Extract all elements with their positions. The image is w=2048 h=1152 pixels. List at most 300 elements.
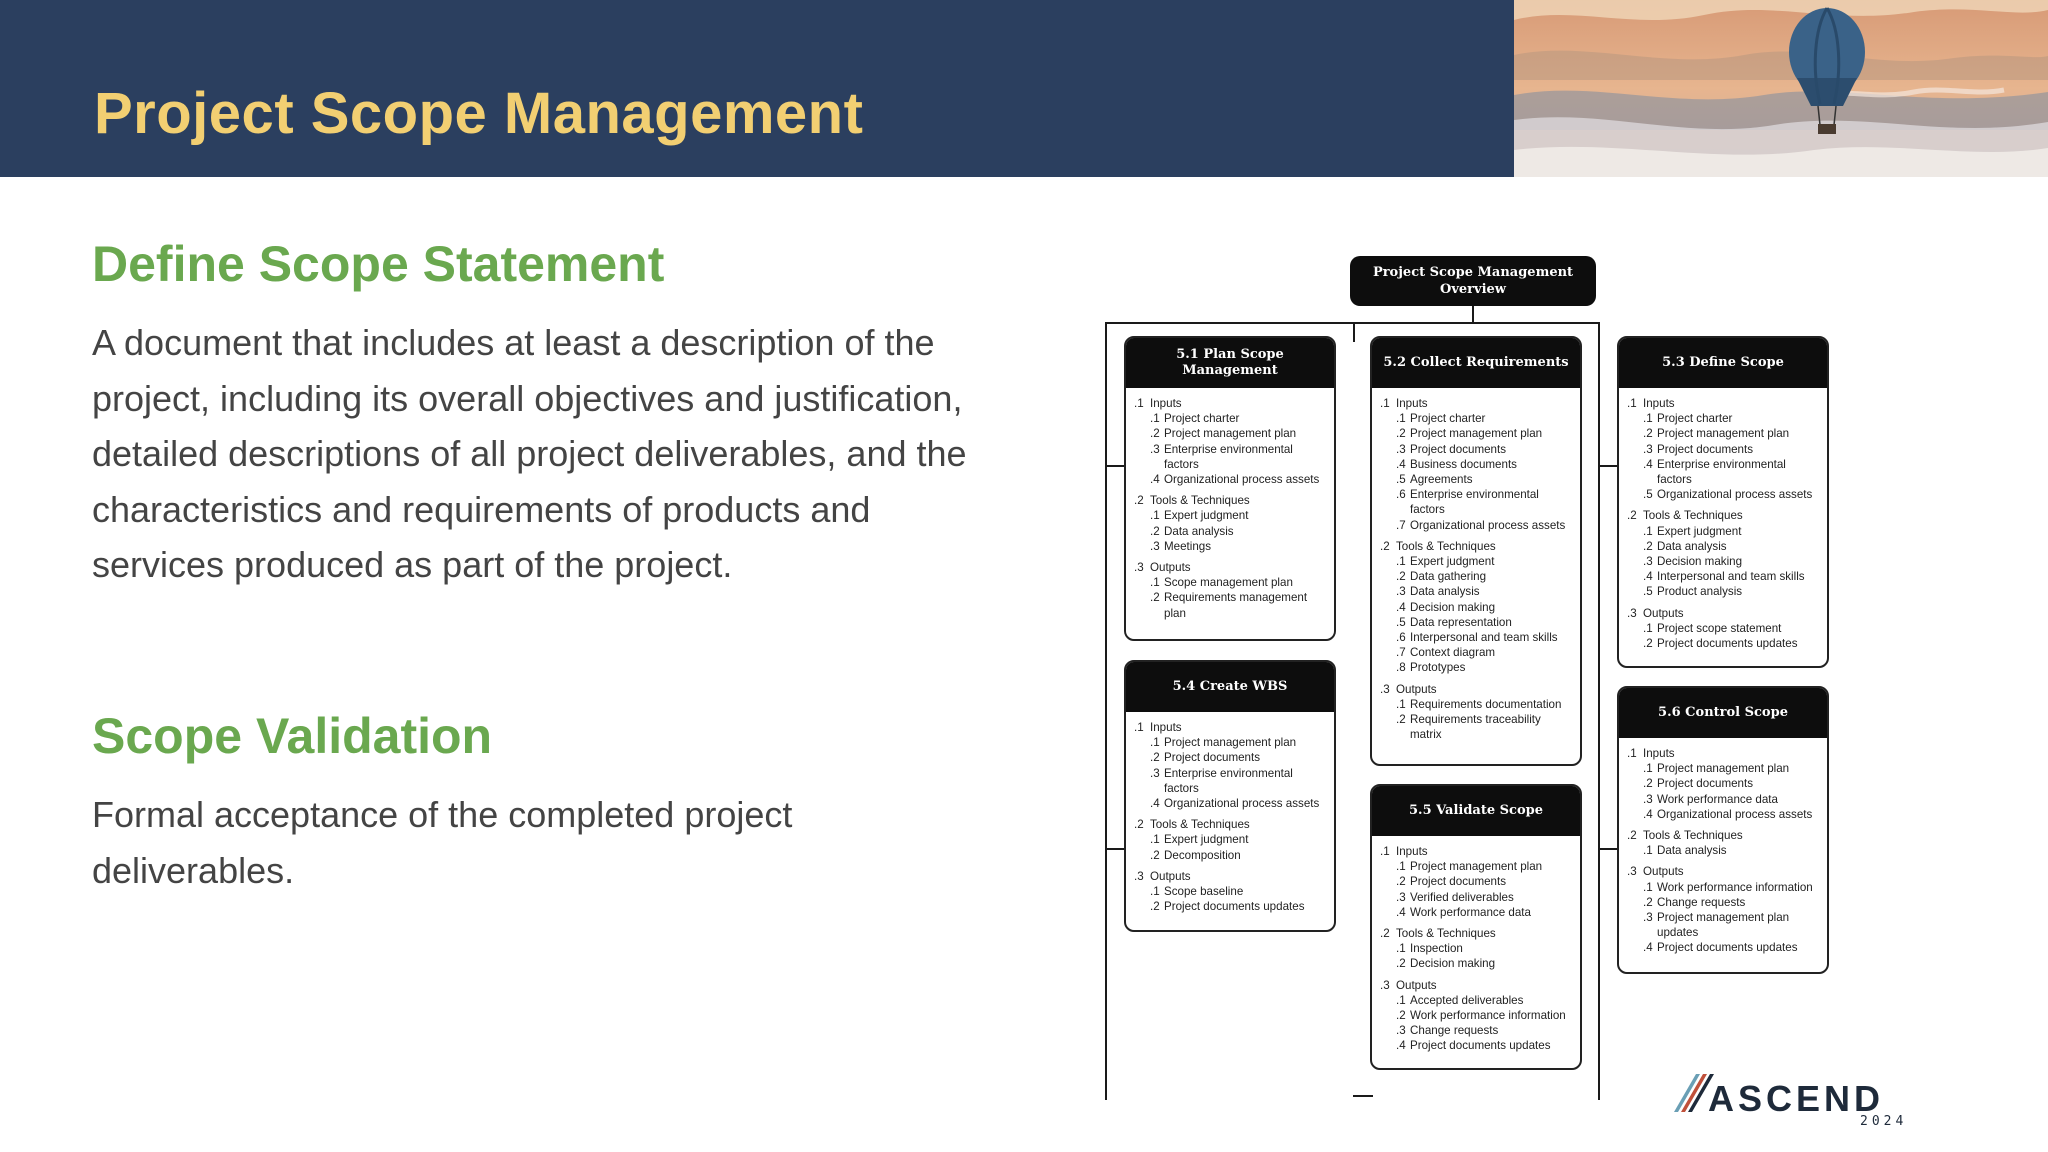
item-text: Work performance data <box>1410 905 1531 919</box>
item-text: Project management plan updates <box>1657 911 1790 940</box>
list-item <box>1627 910 1821 940</box>
box-title: 5.5 Validate Scope <box>1372 786 1580 836</box>
group-number: .1 <box>1134 397 1144 410</box>
group-title <box>1134 396 1328 411</box>
list-item <box>1134 426 1328 441</box>
list-item <box>1380 660 1574 675</box>
list-item <box>1627 584 1821 599</box>
item-number: .2 <box>1150 900 1160 914</box>
item-number: .2 <box>1396 1009 1406 1023</box>
item-text: Project management plan <box>1410 427 1543 441</box>
item-text: Prototypes <box>1410 661 1466 675</box>
group-label: Inputs <box>1396 397 1428 410</box>
item-text: Decision making <box>1410 957 1496 971</box>
ascend-logo <box>1672 1070 1908 1130</box>
item-number: .3 <box>1150 442 1160 456</box>
item-text: Project management plan <box>1657 762 1790 776</box>
process-group <box>1627 396 1821 502</box>
group-title <box>1134 817 1328 832</box>
item-number: .5 <box>1643 488 1653 502</box>
list-item <box>1380 554 1574 569</box>
connector-line <box>1598 848 1618 850</box>
list-item <box>1627 524 1821 539</box>
group-number: .3 <box>1627 606 1637 620</box>
list-item <box>1134 848 1328 863</box>
process-group <box>1134 493 1328 554</box>
item-number: .1 <box>1396 860 1406 874</box>
box-title: 5.6 Control Scope <box>1619 688 1827 738</box>
item-text: Verified deliverables <box>1410 890 1514 904</box>
item-text: Project documents <box>1410 875 1507 889</box>
item-text: Requirements management plan <box>1164 591 1308 620</box>
group-label: Inputs <box>1643 747 1675 760</box>
item-text: Interpersonal and team skills <box>1657 570 1805 584</box>
list-item <box>1380 630 1574 645</box>
group-title <box>1380 396 1574 411</box>
item-text: Data analysis <box>1164 524 1234 538</box>
item-text: Enterprise environmental factors <box>1164 442 1293 471</box>
item-text: Project management plan <box>1410 860 1543 874</box>
process-group <box>1627 828 1821 858</box>
list-item <box>1627 940 1821 955</box>
item-number: .2 <box>1643 895 1653 909</box>
list-item <box>1134 411 1328 426</box>
item-text: Project documents <box>1164 751 1261 765</box>
box-title: 5.1 Plan Scope Management <box>1126 338 1334 388</box>
logo-year: 2024 <box>1860 1114 1908 1129</box>
group-title <box>1380 539 1574 554</box>
item-number: .2 <box>1150 524 1160 538</box>
group-title <box>1134 493 1328 508</box>
group-title <box>1627 864 1821 879</box>
list-item <box>1134 539 1328 554</box>
item-number: .7 <box>1396 646 1406 660</box>
item-number: .2 <box>1643 777 1653 791</box>
group-title <box>1627 396 1821 411</box>
list-item <box>1380 411 1574 426</box>
item-text: Decision making <box>1657 555 1743 569</box>
item-text: Product analysis <box>1657 585 1743 599</box>
list-item <box>1134 508 1328 523</box>
list-item <box>1627 895 1821 910</box>
page-title: Project Scope Management <box>94 81 864 146</box>
item-number: .3 <box>1643 442 1653 456</box>
item-number: .1 <box>1643 621 1653 635</box>
list-item <box>1134 472 1328 487</box>
item-number: .1 <box>1150 833 1160 847</box>
group-label: Outputs <box>1150 561 1191 575</box>
item-text: Project documents updates <box>1164 900 1305 914</box>
item-text: Requirements traceability matrix <box>1410 713 1541 742</box>
list-item <box>1134 899 1328 914</box>
item-number: .3 <box>1150 539 1160 553</box>
process-group <box>1627 746 1821 822</box>
group-number: .1 <box>1134 721 1144 734</box>
item-text: Expert judgment <box>1657 524 1742 538</box>
list-item <box>1380 442 1574 457</box>
item-number: .7 <box>1396 518 1406 532</box>
item-number: .5 <box>1396 615 1406 629</box>
group-number: .2 <box>1627 509 1637 523</box>
list-item <box>1627 843 1821 858</box>
box-title: 5.3 Define Scope <box>1619 338 1827 388</box>
item-text: Requirements documentation <box>1410 697 1562 711</box>
item-number: .4 <box>1643 570 1653 584</box>
list-item <box>1380 645 1574 660</box>
item-number: .1 <box>1150 412 1160 426</box>
group-title <box>1134 560 1328 575</box>
list-item <box>1380 457 1574 472</box>
list-item <box>1380 697 1574 712</box>
process-group <box>1134 396 1328 487</box>
item-number: .2 <box>1643 427 1653 441</box>
item-number: .8 <box>1396 661 1406 675</box>
list-item <box>1134 590 1328 620</box>
item-number: .2 <box>1150 591 1160 605</box>
diagram-title: Project Scope Management Overview <box>1350 256 1596 306</box>
item-text: Data analysis <box>1657 539 1727 553</box>
item-number: .4 <box>1396 1039 1406 1053</box>
group-label: Inputs <box>1150 397 1182 410</box>
item-text: Organizational process assets <box>1657 807 1813 821</box>
list-item <box>1380 956 1574 971</box>
item-number: .4 <box>1643 941 1653 955</box>
item-number: .1 <box>1396 555 1406 569</box>
group-label: Outputs <box>1396 682 1437 696</box>
group-number: .3 <box>1380 978 1390 992</box>
item-text: Expert judgment <box>1410 555 1495 569</box>
item-text: Meetings <box>1164 539 1212 553</box>
item-text: Scope management plan <box>1164 576 1293 590</box>
item-number: .2 <box>1396 875 1406 889</box>
group-number: .1 <box>1627 397 1637 410</box>
list-item <box>1134 524 1328 539</box>
item-text: Data analysis <box>1410 585 1480 599</box>
item-text: Agreements <box>1410 473 1473 487</box>
list-item <box>1134 796 1328 811</box>
group-label: Tools & Techniques <box>1396 927 1496 941</box>
list-item <box>1380 518 1574 533</box>
list-item <box>1380 600 1574 615</box>
group-number: .3 <box>1380 682 1390 696</box>
connector-line <box>1598 322 1600 1100</box>
process-group <box>1627 508 1821 599</box>
list-item <box>1627 554 1821 569</box>
group-label: Tools & Techniques <box>1150 818 1250 832</box>
item-text: Expert judgment <box>1164 833 1249 847</box>
item-text: Project charter <box>1657 412 1733 426</box>
item-text: Enterprise environmental factors <box>1657 457 1786 487</box>
list-item <box>1380 487 1574 517</box>
list-item <box>1380 472 1574 487</box>
item-number: .5 <box>1396 473 1406 487</box>
item-text: Organizational process assets <box>1410 518 1566 532</box>
group-label: Inputs <box>1643 397 1675 410</box>
item-number: .6 <box>1396 488 1406 502</box>
list-item <box>1627 569 1821 584</box>
group-title <box>1380 844 1574 859</box>
group-title <box>1380 926 1574 941</box>
list-item <box>1627 880 1821 895</box>
item-number: .4 <box>1396 457 1406 471</box>
list-item <box>1380 859 1574 874</box>
list-item <box>1380 941 1574 956</box>
item-text: Decision making <box>1410 600 1496 614</box>
item-text: Project charter <box>1164 412 1240 426</box>
item-number: .4 <box>1396 600 1406 614</box>
item-text: Enterprise environmental factors <box>1410 488 1539 517</box>
connector-line <box>1353 1095 1373 1097</box>
item-number: .5 <box>1643 585 1653 599</box>
list-item <box>1380 584 1574 599</box>
group-number: .2 <box>1380 927 1390 941</box>
box-body <box>1126 712 1334 924</box>
item-text: Project charter <box>1410 412 1486 426</box>
item-number: .3 <box>1396 890 1406 904</box>
group-title <box>1380 682 1574 697</box>
box-body <box>1372 836 1580 1064</box>
list-item <box>1627 457 1821 487</box>
list-item <box>1380 569 1574 584</box>
group-title <box>1134 869 1328 884</box>
scope-validation-body: Formal acceptance of the completed project deliverables. <box>92 794 793 891</box>
item-number: .3 <box>1150 766 1160 780</box>
connector-line <box>1105 848 1125 850</box>
list-item <box>1627 761 1821 776</box>
group-label: Tools & Techniques <box>1150 494 1250 508</box>
item-number: .1 <box>1396 697 1406 711</box>
item-text: Decomposition <box>1164 848 1241 862</box>
box-body <box>1619 738 1827 966</box>
list-item <box>1627 807 1821 822</box>
process-group <box>1627 606 1821 652</box>
group-number: .2 <box>1134 818 1144 832</box>
item-number: .1 <box>1643 880 1653 894</box>
list-item <box>1380 874 1574 889</box>
group-title <box>1627 828 1821 843</box>
item-number: .1 <box>1150 736 1160 750</box>
item-text: Project management plan <box>1657 427 1790 441</box>
list-item <box>1627 411 1821 426</box>
logo-wordmark: ASCEND <box>1708 1078 1885 1119</box>
define-scope-body: A document that includes at least a description of the project, including its overall objectives and justification, detailed descriptions of all project deliverables, and the characteristics and requirements of products and services produced as part of the project. <box>92 322 967 585</box>
list-item <box>1134 735 1328 750</box>
group-label: Outputs <box>1396 978 1437 992</box>
item-text: Project documents updates <box>1657 637 1798 651</box>
item-text: Work performance information <box>1657 880 1813 894</box>
item-number: .4 <box>1396 905 1406 919</box>
group-number: .3 <box>1627 865 1637 879</box>
list-item <box>1134 575 1328 590</box>
group-number: .3 <box>1134 561 1144 575</box>
group-label: Outputs <box>1150 869 1191 883</box>
group-title <box>1627 606 1821 621</box>
item-number: .3 <box>1643 911 1653 925</box>
box-collect-requirements <box>1370 336 1582 766</box>
header-bar <box>0 0 2048 177</box>
list-item <box>1627 621 1821 636</box>
item-number: .2 <box>1150 427 1160 441</box>
item-number: .4 <box>1150 797 1160 811</box>
list-item <box>1134 750 1328 765</box>
scope-management-diagram <box>1100 250 1840 1070</box>
item-number: .1 <box>1396 993 1406 1007</box>
item-number: .4 <box>1643 457 1653 471</box>
box-body <box>1372 388 1580 752</box>
list-item <box>1627 442 1821 457</box>
item-text: Organizational process assets <box>1164 797 1320 811</box>
group-number: .1 <box>1380 397 1390 410</box>
item-number: .1 <box>1150 885 1160 899</box>
list-item <box>1134 832 1328 847</box>
group-title <box>1627 746 1821 761</box>
group-label: Outputs <box>1643 865 1684 879</box>
item-number: .2 <box>1150 848 1160 862</box>
process-group <box>1380 682 1574 743</box>
group-number: .2 <box>1627 829 1637 843</box>
list-item <box>1627 539 1821 554</box>
hot-air-balloon-image <box>1514 0 2048 177</box>
process-group <box>1380 978 1574 1054</box>
item-text: Enterprise environmental factors <box>1164 766 1293 795</box>
process-group <box>1380 539 1574 676</box>
box-create-wbs <box>1124 660 1336 932</box>
item-text: Project documents updates <box>1657 941 1798 955</box>
list-item <box>1627 776 1821 791</box>
item-text: Work performance data <box>1657 792 1778 806</box>
item-number: .2 <box>1396 570 1406 584</box>
group-number: .1 <box>1380 845 1390 858</box>
item-number: .3 <box>1396 442 1406 456</box>
box-define-scope <box>1617 336 1829 668</box>
list-item <box>1134 442 1328 472</box>
item-text: Inspection <box>1410 942 1463 956</box>
box-control-scope <box>1617 686 1829 974</box>
item-text: Change requests <box>1410 1024 1499 1038</box>
item-number: .3 <box>1396 585 1406 599</box>
define-scope-heading: Define Scope Statement <box>92 236 665 292</box>
list-item <box>1134 884 1328 899</box>
connector-line <box>1598 465 1618 467</box>
connector-line <box>1105 465 1125 467</box>
group-label: Inputs <box>1396 845 1428 858</box>
list-item <box>1627 426 1821 441</box>
item-text: Project management plan <box>1164 736 1297 750</box>
group-number: .2 <box>1134 494 1144 508</box>
process-group <box>1380 396 1574 533</box>
item-text: Work performance information <box>1410 1009 1566 1023</box>
list-item <box>1134 766 1328 796</box>
list-item <box>1380 905 1574 920</box>
item-number: .4 <box>1643 807 1653 821</box>
item-number: .3 <box>1643 792 1653 806</box>
group-number: .2 <box>1380 539 1390 553</box>
item-text: Data analysis <box>1657 844 1727 858</box>
process-group <box>1134 560 1328 621</box>
item-text: Project documents <box>1410 442 1507 456</box>
item-text: Project scope statement <box>1657 621 1782 635</box>
item-number: .2 <box>1396 427 1406 441</box>
item-text: Expert judgment <box>1164 509 1249 523</box>
list-item <box>1627 636 1821 651</box>
item-number: .1 <box>1150 509 1160 523</box>
process-group <box>1134 817 1328 863</box>
item-text: Interpersonal and team skills <box>1410 631 1558 645</box>
item-number: .1 <box>1643 844 1653 858</box>
process-group <box>1134 869 1328 915</box>
list-item <box>1380 993 1574 1008</box>
connector-line <box>1472 305 1474 323</box>
item-text: Change requests <box>1657 895 1746 909</box>
box-body <box>1126 388 1334 631</box>
group-label: Tools & Techniques <box>1643 829 1743 843</box>
process-group <box>1134 720 1328 811</box>
item-number: .2 <box>1643 539 1653 553</box>
list-item <box>1380 1008 1574 1023</box>
list-item <box>1627 487 1821 502</box>
group-label: Inputs <box>1150 721 1182 734</box>
item-number: .1 <box>1150 576 1160 590</box>
process-group <box>1380 926 1574 972</box>
box-plan-scope <box>1124 336 1336 641</box>
group-label: Outputs <box>1643 606 1684 620</box>
group-title <box>1380 978 1574 993</box>
item-number: .4 <box>1150 473 1160 487</box>
item-number: .1 <box>1643 412 1653 426</box>
process-group <box>1380 844 1574 920</box>
connector-line <box>1105 322 1107 1100</box>
list-item <box>1380 426 1574 441</box>
item-text: Accepted deliverables <box>1410 993 1524 1007</box>
item-text: Project documents <box>1657 777 1754 791</box>
box-title: 5.2 Collect Requirements <box>1372 338 1580 388</box>
item-text: Project documents <box>1657 442 1754 456</box>
item-text: Organizational process assets <box>1657 488 1813 502</box>
list-item <box>1380 890 1574 905</box>
group-label: Tools & Techniques <box>1643 509 1743 523</box>
item-number: .1 <box>1643 524 1653 538</box>
connector-line <box>1353 322 1355 342</box>
item-text: Context diagram <box>1410 646 1496 660</box>
item-text: Data representation <box>1410 615 1512 629</box>
item-number: .6 <box>1396 631 1406 645</box>
box-body <box>1619 388 1827 661</box>
item-number: .2 <box>1643 637 1653 651</box>
process-group <box>1627 864 1821 955</box>
item-text: Scope baseline <box>1164 885 1244 899</box>
group-title <box>1627 508 1821 523</box>
box-validate-scope <box>1370 784 1582 1070</box>
item-number: .3 <box>1643 555 1653 569</box>
item-number: .3 <box>1396 1024 1406 1038</box>
group-title <box>1134 720 1328 735</box>
box-title: 5.4 Create WBS <box>1126 662 1334 712</box>
list-item <box>1380 1023 1574 1038</box>
list-item <box>1380 615 1574 630</box>
item-text: Project management plan <box>1164 427 1297 441</box>
group-number: .3 <box>1134 869 1144 883</box>
item-text: Organizational process assets <box>1164 473 1320 487</box>
item-number: .1 <box>1643 762 1653 776</box>
item-number: .1 <box>1396 942 1406 956</box>
item-text: Data gathering <box>1410 570 1487 584</box>
list-item <box>1380 712 1574 742</box>
item-number: .2 <box>1396 957 1406 971</box>
item-number: .2 <box>1396 713 1406 727</box>
item-text: Project documents updates <box>1410 1039 1551 1053</box>
list-item <box>1380 1038 1574 1053</box>
group-label: Tools & Techniques <box>1396 539 1496 553</box>
